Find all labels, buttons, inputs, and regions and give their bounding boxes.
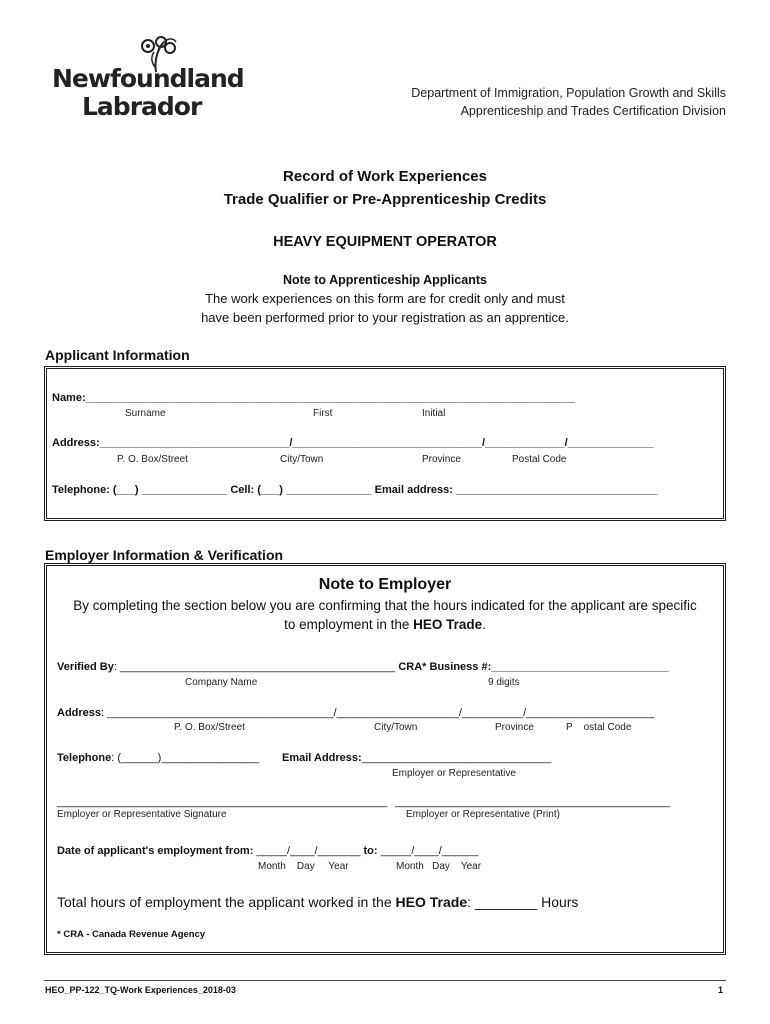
address-street-label: P. O. Box/Street xyxy=(117,454,188,465)
note-applicants-heading: Note to Apprenticeship Applicants xyxy=(283,273,487,287)
total-hours-post: : ________ Hours xyxy=(467,894,579,910)
verified-by-line: : _____________________________________________ xyxy=(113,661,399,673)
employer-or-rep-label: Employer or Representative xyxy=(392,768,516,779)
applicant-section-title: Applicant Information xyxy=(45,347,190,363)
province-logo xyxy=(52,34,244,126)
print-name-line[interactable]: _____________________________________________ xyxy=(395,796,671,808)
address-city-label: City/Town xyxy=(280,454,324,465)
date-to-line[interactable]: _____/____/______ xyxy=(380,845,479,857)
note-employer-line1: By completing the section below you are confirming that the hours indicated for the applicant are specific xyxy=(73,598,697,613)
note-applicants-line2: have been performed prior to your registration as an apprentice. xyxy=(201,310,569,325)
date-from-sub-labels: Month Day Year xyxy=(258,861,349,872)
division-name: Apprenticeship and Trades Certification Division xyxy=(460,104,726,118)
employer-email-field[interactable] xyxy=(282,752,551,764)
footer-divider xyxy=(44,980,726,981)
print-name-label: Employer or Representative (Print) xyxy=(406,809,560,820)
employer-email-label: Email Address: xyxy=(282,752,362,764)
department-name: Department of Immigration, Population Growth and Skills xyxy=(411,86,726,100)
page-number: 1 xyxy=(718,985,724,995)
employer-postal-label: P ostal Code xyxy=(566,722,632,733)
employer-telephone-label: Telephone xyxy=(57,752,112,764)
employer-address-label: Address xyxy=(57,707,102,719)
note-employer-line2-pre: to employment in the xyxy=(284,617,414,632)
employer-telephone-line: : (______)________________ xyxy=(111,752,260,764)
verified-by-field[interactable] xyxy=(57,661,669,673)
employer-street-label: P. O. Box/Street xyxy=(174,722,245,733)
employer-section-title: Employer Information & Verification xyxy=(45,547,284,563)
date-from-line[interactable]: _____/____/_______ xyxy=(256,845,361,857)
logo-text-newfoundland: Newfoundland xyxy=(52,64,244,93)
date-to-label: to: xyxy=(360,845,381,857)
note-applicants-line1: The work experiences on this form are for credit only and must xyxy=(205,291,565,306)
applicant-address-field[interactable]: Address:_______________________________/_______________________________/_____________/______________ xyxy=(52,437,654,449)
applicant-name-field[interactable]: Name:________________________________________________________________________________ xyxy=(52,392,576,404)
employment-dates-field[interactable] xyxy=(57,845,479,857)
name-surname-label: Surname xyxy=(125,408,166,419)
form-code: HEO_PP-122_TQ-Work Experiences_2018-03 xyxy=(45,985,236,995)
name-initial-label: Initial xyxy=(422,408,446,419)
applicant-contact-fields[interactable]: Telephone: (___) ______________ Cell: (___) ______________ Email address: _________________________________ xyxy=(52,484,658,496)
signature-line[interactable]: ______________________________________________________ xyxy=(57,796,388,808)
total-hours-field[interactable] xyxy=(57,894,578,910)
address-postal-label: Postal Code xyxy=(512,454,567,465)
note-employer-heading: Note to Employer xyxy=(318,576,452,593)
employer-province-label: Province xyxy=(495,722,534,733)
employer-address-field[interactable] xyxy=(57,707,655,719)
trade-title: HEAVY EQUIPMENT OPERATOR xyxy=(273,234,497,250)
address-province-label: Province xyxy=(422,454,461,465)
employer-address-line: : _____________________________________/____________________/__________/_____________________ xyxy=(101,707,655,719)
signature-label: Employer or Representative Signature xyxy=(57,809,227,820)
employer-city-label: City/Town xyxy=(374,722,418,733)
date-to-sub-labels: Month Day Year xyxy=(396,861,482,872)
note-employer-line2-post: . xyxy=(482,617,486,632)
total-hours-pre: Total hours of employment the applicant worked in the xyxy=(57,894,396,910)
employer-email-line: _______________________________ xyxy=(361,752,552,764)
company-name-label: Company Name xyxy=(185,677,258,688)
cra-footnote: * CRA - Canada Revenue Agency xyxy=(57,929,206,940)
name-first-label: First xyxy=(313,408,333,419)
employer-telephone-field[interactable] xyxy=(57,752,259,764)
note-employer-line2 xyxy=(0,617,770,632)
verified-by-label: Verified By xyxy=(57,661,114,673)
logo-text-labrador: Labrador xyxy=(82,92,202,121)
form-title: Record of Work Experiences xyxy=(283,168,487,185)
date-from-label: Date of applicant's employment from: xyxy=(57,845,257,857)
note-employer-trade: HEO Trade xyxy=(413,617,483,632)
form-subtitle: Trade Qualifier or Pre-Apprenticeship Credits xyxy=(223,191,547,208)
total-hours-trade: HEO Trade xyxy=(395,894,468,910)
cra-business-number-field[interactable]: CRA* Business #:_____________________________ xyxy=(398,661,669,673)
nine-digits-label: 9 digits xyxy=(488,677,520,688)
